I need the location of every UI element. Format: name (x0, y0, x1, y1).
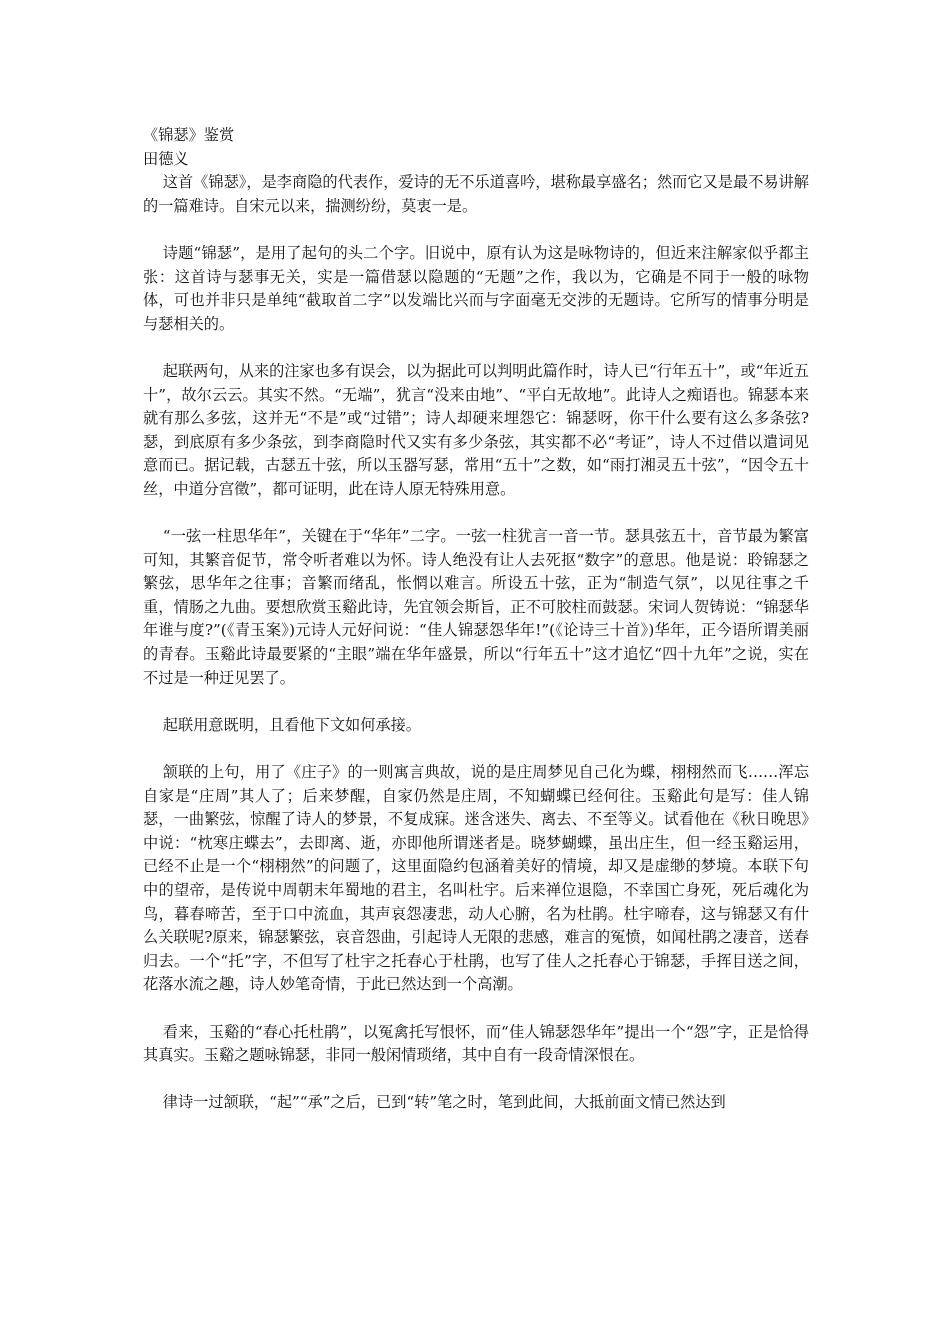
document-title: 《锦瑟》鉴赏 (143, 126, 235, 144)
paragraph: 这首《锦瑟》，是李商隐的代表作，爱诗的无不乐道喜吟，堪称最享盛名；然而它又是最不易讲解的一篇难诗。自宋元以来，揣测纷纷，莫衷一是。 (143, 173, 809, 215)
paragraph: 颔联的上句，用了《庄子》的一则寓言典故，说的是庄周梦见自己化为蝶，栩栩然而飞……浑忘自家是“庄周”其人了；后来梦醒，自家仍然是庄周，不知蝴蝶已经何往。玉谿此句是写：佳人锦瑟，一曲繁弦，惊醒了诗人的梦景，不复成寐。迷含迷失、离去、不至等义。试看他在《秋日晚思》中说：“枕寒庄蝶去”，去即离、逝，亦即他所谓迷者是。晓梦蝴蝶，虽出庄生，但一经玉谿运用，已经不止是一个“栩栩然”的问题了，这里面隐约包涵着美好的情境，却又是虚缈的梦境。本联下句中的望帝，是传说中周朝末年蜀地的君主，名叫杜宇。后来禅位退隐，不幸国亡身死，死后魂化为鸟，暮春啼苦，至于口中流血，其声哀怨凄悲，动人心腑，名为杜鹃。杜宇啼春，这与锦瑟又有什么关联呢?原来，锦瑟繁弦，哀音怨曲，引起诗人无限的悲感，难言的冤愤，如闻杜鹃之凄音，送春归去。一个“托”字，不但写了杜宇之托春心于杜鹃，也写了佳人之托春心于锦瑟，手挥目送之间，花落水流之趣，诗人妙笔奇情，于此已然达到一个高潮。 (143, 763, 809, 994)
paragraph-gap (143, 737, 809, 761)
paragraph-gap (143, 502, 809, 526)
paragraph-gap (143, 997, 809, 1021)
paragraph: “一弦一柱思华年”，关键在于“华年”二字。一弦一柱犹言一音一节。瑟具弦五十，音节最为繁富可知，其繁音促节，常令听者难以为怀。诗人绝没有让人去死抠“数字”的意思。他是说：聆锦瑟之繁弦，思华年之往事；音繁而绪乱，怅惘以难言。所设五十弦，正为“制造气氛”，以见往事之千重，情肠之九曲。要想欣赏玉谿此诗，先宜领会斯旨，正不可胶柱而鼓瑟。宋词人贺铸说：“锦瑟华年谁与度?”(《青玉案》)元诗人元好问说：“佳人锦瑟怨华年!”(《论诗三十首》)华年，正今语所谓美丽的青春。玉谿此诗最要紧的“主眼”端在华年盛景，所以“行年五十”这才追忆“四十九年”之说，实在不过是一种迂见罢了。 (143, 527, 809, 687)
document-author: 田德义 (143, 149, 189, 168)
paragraph: 律诗一过颔联，“起”“承”之后，已到“转”笔之时，笔到此间，大抵前面文情已然达到 (162, 1093, 726, 1112)
paragraph-gap (143, 218, 809, 242)
paragraph: 起联用意既明，且看他下文如何承接。 (162, 715, 421, 734)
paragraph-gap (143, 336, 809, 360)
paragraph: 看来，玉谿的“春心托杜鹃”，以冤禽托写恨怀，而“佳人锦瑟怨华年”提出一个“怨”字，正是恰得其真实。玉谿之题咏锦瑟，非同一般闲情琐绪，其中自有一段奇情深恨在。 (143, 1022, 809, 1065)
paragraph-gap (143, 1068, 809, 1092)
document-body (143, 124, 809, 1115)
paragraph: 起联两句，从来的注家也多有误会，以为据此可以判明此篇作时，诗人已“行年五十”，或“年近五十”，故尔云云。其实不然。“无端”，犹言“没来由地”、“平白无故地”。此诗人之痴语也。锦瑟本来就有那么多弦，这并无“不是”或“过错”；诗人却硬来埋怨它：锦瑟呀，你干什么要有这么多条弦?瑟，到底原有多少条弦，到李商隐时代又实有多少条弦，其实都不必“考证”，诗人不过借以遣词见意而已。据记载，古瑟五十弦，所以玉器写瑟，常用“五十”之数，如“雨打湘灵五十弦”，“因令五十丝，中道分宫徵”，都可证明，此在诗人原无特殊用意。 (143, 361, 809, 498)
paragraph-gap (143, 690, 809, 714)
paragraph: 诗题“锦瑟”，是用了起句的头二个字。旧说中，原有认为这是咏物诗的，但近来注解家似乎都主张：这首诗与瑟事无关，实是一篇借瑟以隐题的“无题”之作，我以为，它确是不同于一般的咏物体，可也并非只是单纯“截取首二字”以发端比兴而与字面毫无交涉的无题诗。它所写的情事分明是与瑟相关的。 (143, 243, 809, 333)
